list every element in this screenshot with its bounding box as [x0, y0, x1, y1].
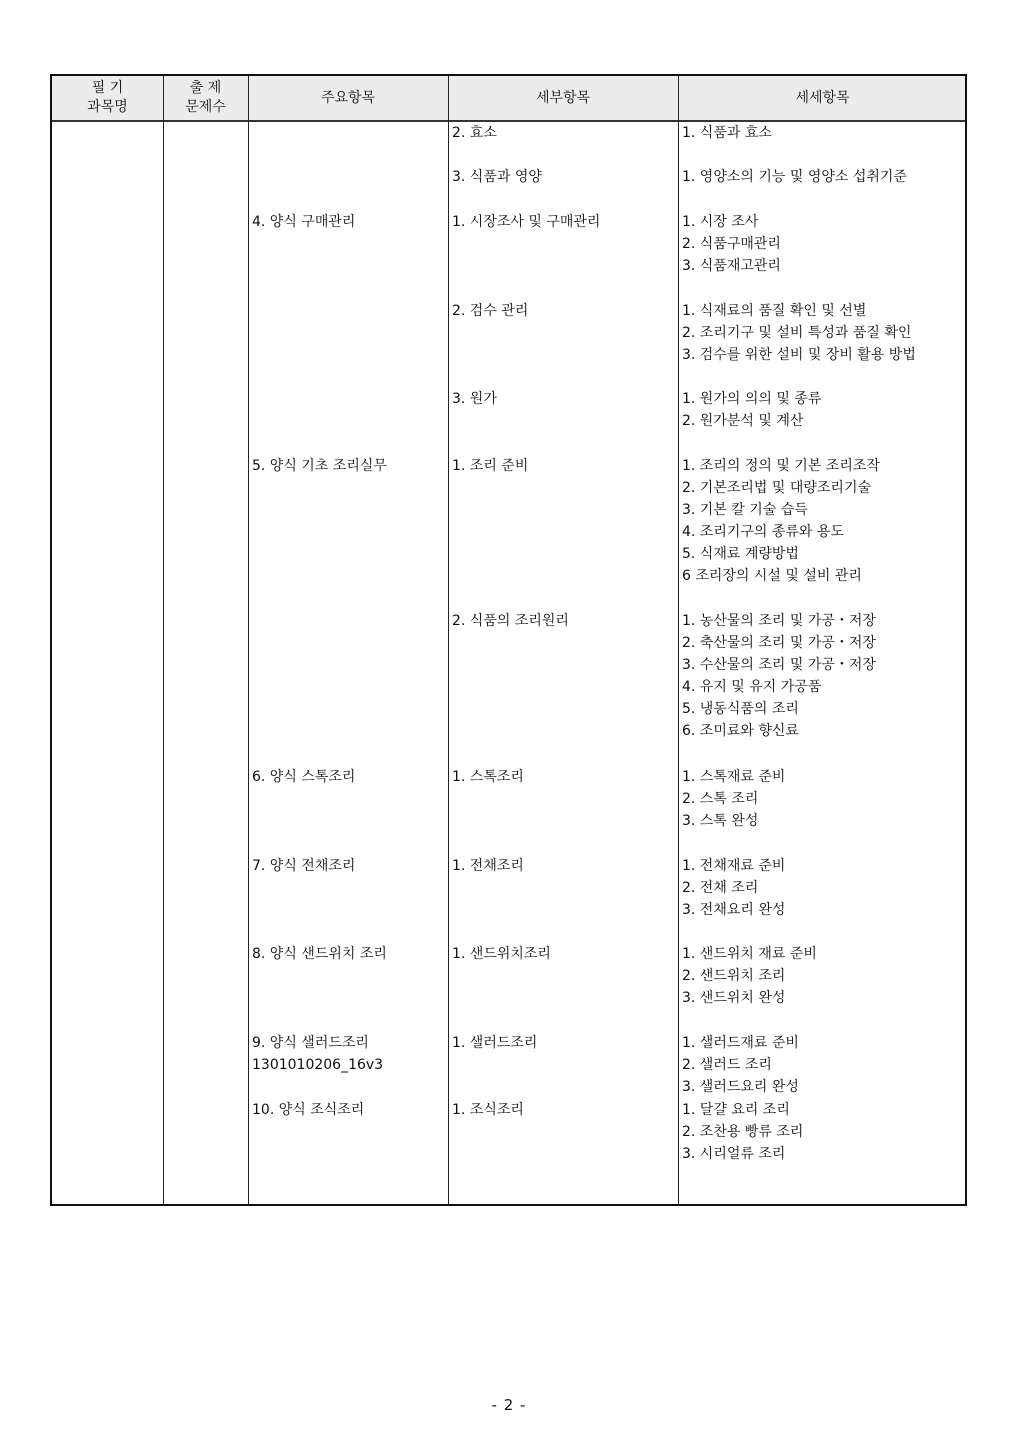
- detail-item-text: 6. 조미료와 향신료: [682, 723, 799, 740]
- detail-item-text: 1. 스톡재료 준비: [682, 768, 786, 785]
- detail-item-group: [682, 1032, 799, 1098]
- table-header: [52, 76, 965, 122]
- main-item-group: [252, 455, 387, 477]
- main-item-text: 5. 양식 기초 조리실무: [252, 458, 387, 474]
- detail-item-text: 2. 기본조리법 및 대량조리기술: [682, 480, 871, 496]
- sub-item-text: 1. 스톡조리: [452, 768, 524, 785]
- detail-item-text: 3. 스톡 완성: [682, 812, 759, 829]
- sub-item-group: [452, 122, 497, 144]
- main-item-text: 6. 양식 스톡조리: [252, 768, 356, 785]
- main-item-group: [252, 1099, 364, 1121]
- header-subject-line1: 필 기: [91, 80, 124, 96]
- header-subject-line2: 과목명: [87, 99, 128, 115]
- detail-item-text: 1. 전채재료 준비: [682, 857, 786, 874]
- sub-item-group: [452, 855, 524, 877]
- detail-item-text: 2. 샌드위치 조리: [682, 968, 786, 985]
- detail-item-text: 5. 냉동식품의 조리: [682, 701, 799, 718]
- sub-item-group: [452, 1099, 524, 1121]
- main-item-text: 1301010206_16v3: [252, 1057, 384, 1074]
- detail-item-group: [682, 455, 880, 587]
- sub-item-text: 2. 검수 관리: [452, 302, 529, 319]
- detail-item-text: 6 조리장의 시설 및 설비 관리: [682, 568, 862, 584]
- header-detail-item: [678, 76, 967, 120]
- sub-item-group: [452, 610, 569, 632]
- detail-item-text: 1. 샌드위치 재료 준비: [682, 946, 817, 963]
- sub-item-group: [452, 388, 497, 410]
- detail-item-text: 1. 달걀 요리 조리: [682, 1101, 790, 1118]
- sub-item-text: 2. 효소: [452, 125, 497, 141]
- detail-item-group: [682, 1099, 803, 1165]
- detail-item-text: 3. 시리얼류 조리: [682, 1145, 786, 1162]
- header-detail-label: 세세항목: [795, 89, 850, 106]
- detail-item-text: 3. 샌드위치 완성: [682, 990, 786, 1007]
- main-item-text: 10. 양식 조식조리: [252, 1101, 365, 1118]
- detail-item-group: [682, 766, 785, 832]
- detail-item-text: 1. 영양소의 기능 및 영양소 섭취기준: [682, 169, 907, 186]
- detail-item-text: 2. 스톡 조리: [682, 790, 759, 807]
- page-number: - 2 -: [491, 1396, 527, 1414]
- detail-item-group: [682, 300, 916, 366]
- sub-item-group: [452, 943, 551, 965]
- detail-item-group: [682, 610, 876, 742]
- detail-item-text: 4. 조리기구의 종류와 용도: [682, 524, 844, 540]
- column-divider: [678, 76, 679, 1204]
- detail-item-text: 1. 샐러드재료 준비: [682, 1035, 799, 1052]
- sub-item-text: 1. 조리 준비: [452, 458, 529, 474]
- detail-item-group: [682, 166, 907, 188]
- main-item-group: [252, 855, 355, 877]
- detail-item-group: [682, 122, 772, 144]
- sub-item-text: 3. 식품과 영양: [452, 169, 542, 186]
- header-question-count: [163, 76, 248, 120]
- detail-item-text: 2. 축산물의 조리 및 가공・저장: [682, 635, 876, 652]
- column-divider: [248, 76, 249, 1204]
- main-item-group: [252, 1054, 383, 1076]
- main-item-group: [252, 943, 387, 965]
- main-item-text: 7. 양식 전채조리: [252, 857, 356, 874]
- column-divider: [163, 76, 164, 1204]
- header-main-item: [248, 76, 448, 120]
- sub-item-group: [452, 766, 524, 788]
- detail-item-text: 3. 샐러드요리 완성: [682, 1079, 799, 1096]
- detail-item-text: 1. 시장 조사: [682, 213, 759, 230]
- sub-item-text: 1. 조식조리: [452, 1101, 524, 1118]
- detail-item-text: 2. 전채 조리: [682, 879, 759, 896]
- header-main-label: 주요항목: [320, 89, 376, 106]
- column-divider: [448, 76, 449, 1204]
- sub-item-group: [452, 455, 528, 477]
- sub-item-group: [452, 300, 528, 322]
- detail-item-text: 1. 조리의 정의 및 기본 조리조작: [682, 458, 880, 474]
- detail-item-text: 3. 검수를 위한 설비 및 장비 활용 방법: [682, 346, 916, 363]
- detail-item-text: 1. 원가의 의의 및 종류: [682, 391, 822, 408]
- detail-item-text: 2. 샐러드 조리: [682, 1057, 772, 1074]
- sub-item-group: [452, 166, 542, 188]
- detail-item-group: [682, 855, 785, 921]
- detail-item-text: 3. 수산물의 조리 및 가공・저장: [682, 657, 876, 674]
- header-subject: [52, 76, 163, 120]
- detail-item-group: [682, 943, 817, 1009]
- detail-item-text: 4. 유지 및 유지 가공품: [682, 679, 822, 696]
- sub-item-text: 2. 식품의 조리원리: [452, 613, 569, 630]
- sub-item-text: 1. 샐러드조리: [452, 1035, 538, 1052]
- detail-item-group: [682, 211, 781, 277]
- detail-item-text: 2. 식품구매관리: [682, 235, 781, 252]
- main-item-group: [252, 1032, 369, 1054]
- detail-item-text: 3. 기본 칼 기술 습득: [682, 502, 808, 518]
- header-count-line2: 문제수: [185, 99, 226, 115]
- detail-item-text: 3. 전채요리 완성: [682, 901, 786, 918]
- sub-item-text: 1. 시장조사 및 구매관리: [452, 213, 601, 230]
- detail-item-text: 1. 식품과 효소: [682, 125, 772, 141]
- detail-item-text: 5. 식재료 계량방법: [682, 546, 799, 562]
- detail-item-text: 3. 식품재고관리: [682, 257, 781, 274]
- detail-item-text: 2. 조리기구 및 설비 특성과 품질 확인: [682, 324, 912, 341]
- sub-item-text: 1. 샌드위치조리: [452, 946, 551, 963]
- detail-item-text: 1. 농산물의 조리 및 가공・저장: [682, 613, 876, 630]
- main-item-group: [252, 766, 355, 788]
- sub-item-group: [452, 211, 600, 233]
- main-item-group: [252, 211, 355, 233]
- main-item-text: 4. 양식 구매관리: [252, 213, 356, 230]
- header-count-line1: 출 제: [189, 80, 222, 96]
- sub-item-text: 1. 전채조리: [452, 857, 524, 874]
- sub-item-group: [452, 1032, 537, 1054]
- header-sub-item: [448, 76, 678, 120]
- syllabus-table: [50, 74, 967, 1206]
- sub-item-text: 3. 원가: [452, 391, 497, 408]
- main-item-text: 9. 양식 샐러드조리: [252, 1035, 369, 1052]
- detail-item-text: 2. 원가분석 및 계산: [682, 413, 804, 430]
- detail-item-group: [682, 388, 821, 432]
- header-sub-label: 세부항목: [535, 89, 591, 106]
- detail-item-text: 1. 식재료의 품질 확인 및 선별: [682, 302, 867, 319]
- main-item-text: 8. 양식 샌드위치 조리: [252, 946, 387, 963]
- detail-item-text: 2. 조찬용 빵류 조리: [682, 1123, 804, 1140]
